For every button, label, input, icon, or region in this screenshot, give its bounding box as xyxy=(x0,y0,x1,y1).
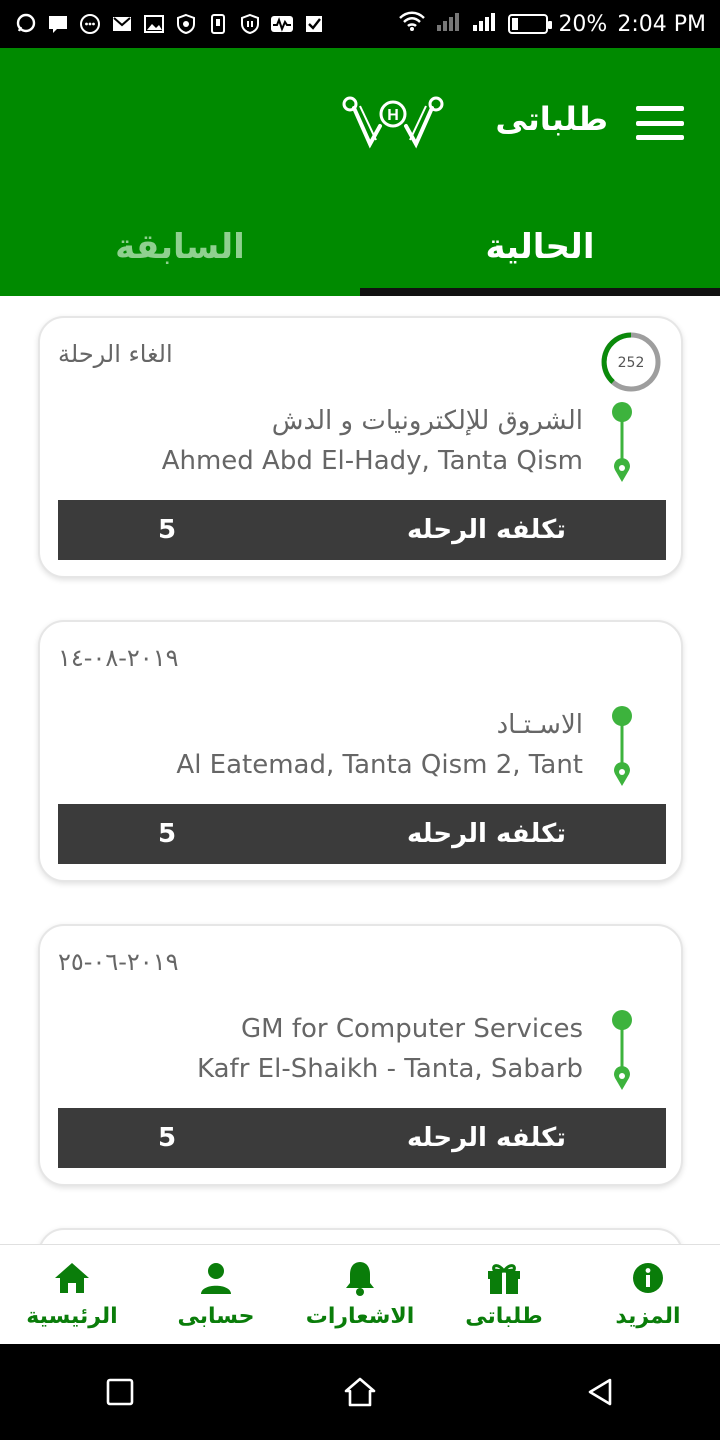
person-icon xyxy=(196,1260,236,1296)
trip-date: ٢٠١٩-٠٨-١٤ xyxy=(58,644,179,672)
nav-notifications[interactable] xyxy=(288,1245,432,1344)
shield-icon xyxy=(174,12,198,36)
page-title: طلباتى xyxy=(495,100,608,138)
bell-icon xyxy=(340,1260,380,1296)
trip-progress-value: 252 xyxy=(617,355,645,371)
home-icon xyxy=(52,1260,92,1296)
route-marker-icon xyxy=(611,1010,633,1092)
vpn-shield-icon xyxy=(238,12,262,36)
chat-bubble-icon xyxy=(14,12,38,36)
nav-orders[interactable] xyxy=(432,1245,576,1344)
clock: 2:04 PM xyxy=(617,11,706,37)
check-flag-icon xyxy=(302,12,326,36)
info-icon xyxy=(628,1260,668,1296)
trip-cost-label: تكلفه الرحله xyxy=(407,819,566,849)
trip-card[interactable] xyxy=(38,620,683,882)
nav-account-label: حسابى xyxy=(177,1304,255,1329)
tab-previous[interactable] xyxy=(0,198,360,296)
trip-cost-bar xyxy=(58,500,666,560)
system-navigation-bar xyxy=(0,1344,720,1440)
tab-bar xyxy=(0,198,720,296)
trip-place-address: Kafr El-Shaikh - Tanta, Sabarb xyxy=(197,1054,583,1084)
app-bar xyxy=(0,48,720,296)
trip-cost-value: 5 xyxy=(158,515,177,545)
back-triangle-icon xyxy=(586,1377,614,1407)
trip-list[interactable] xyxy=(0,296,720,1244)
nav-home-label: الرئيسية xyxy=(26,1304,118,1329)
activity-icon xyxy=(270,12,294,36)
trip-card[interactable] xyxy=(38,924,683,1186)
recents-button[interactable] xyxy=(90,1362,150,1422)
trip-progress-ring xyxy=(599,330,663,394)
signal-strong-icon xyxy=(472,10,498,38)
wifi-icon xyxy=(398,10,426,38)
trip-place-address: Ahmed Abd El-Hady, Tanta Qism xyxy=(161,446,583,476)
trip-date: ٢٠١٩-٠٦-٢٥ xyxy=(58,948,179,976)
trip-card[interactable] xyxy=(38,316,683,578)
tab-previous-label: السابقة xyxy=(115,227,245,267)
tab-current-label: الحالية xyxy=(485,227,595,267)
nav-account[interactable] xyxy=(144,1245,288,1344)
home-button[interactable] xyxy=(330,1362,390,1422)
notification-icons xyxy=(14,12,326,36)
back-button[interactable] xyxy=(570,1362,630,1422)
route-marker-icon xyxy=(611,706,633,788)
system-status xyxy=(398,10,706,38)
message-icon xyxy=(46,12,70,36)
trip-cost-bar xyxy=(58,1108,666,1168)
trip-cost-label: تكلفه الرحله xyxy=(407,515,566,545)
app-logo-icon xyxy=(340,96,446,152)
image-icon xyxy=(142,12,166,36)
trip-place-address: Al Eatemad, Tanta Qism 2, Tant xyxy=(176,750,583,780)
nav-home[interactable] xyxy=(0,1245,144,1344)
hamburger-menu-icon[interactable] xyxy=(636,106,684,140)
nav-notifications-label: الاشعارات xyxy=(305,1304,415,1329)
nav-more[interactable] xyxy=(576,1245,720,1344)
active-tab-indicator xyxy=(360,288,720,296)
status-bar xyxy=(0,0,720,48)
bottom-navigation xyxy=(0,1244,720,1344)
gift-icon xyxy=(484,1260,524,1296)
logo-letter: H xyxy=(387,107,399,124)
emoji-icon xyxy=(78,12,102,36)
home-outline-icon xyxy=(343,1376,377,1408)
trip-cost-label: تكلفه الرحله xyxy=(407,1123,566,1153)
trip-cost-bar xyxy=(58,804,666,864)
signal-weak-icon xyxy=(436,10,462,38)
gmail-icon xyxy=(110,12,134,36)
battery-icon xyxy=(508,14,548,34)
tab-current[interactable] xyxy=(360,198,720,296)
nav-more-label: المزيد xyxy=(615,1304,681,1329)
battery-percent: 20% xyxy=(558,11,608,37)
route-marker-icon xyxy=(611,402,633,484)
battery-level-fill xyxy=(512,18,518,30)
trip-cost-value: 5 xyxy=(158,1123,177,1153)
phone-icon xyxy=(206,12,230,36)
square-icon xyxy=(106,1378,134,1406)
trip-place-name: الشروق للإلكترونيات و الدش xyxy=(271,406,583,436)
trip-place-name: GM for Computer Services xyxy=(240,1014,583,1044)
trip-place-name: الاسـتـاد xyxy=(496,710,583,740)
cancel-trip-button[interactable]: الغاء الرحلة xyxy=(58,340,173,368)
trip-cost-value: 5 xyxy=(158,819,177,849)
trip-card-partial[interactable] xyxy=(38,1228,683,1244)
nav-orders-label: طلباتى xyxy=(465,1304,543,1329)
